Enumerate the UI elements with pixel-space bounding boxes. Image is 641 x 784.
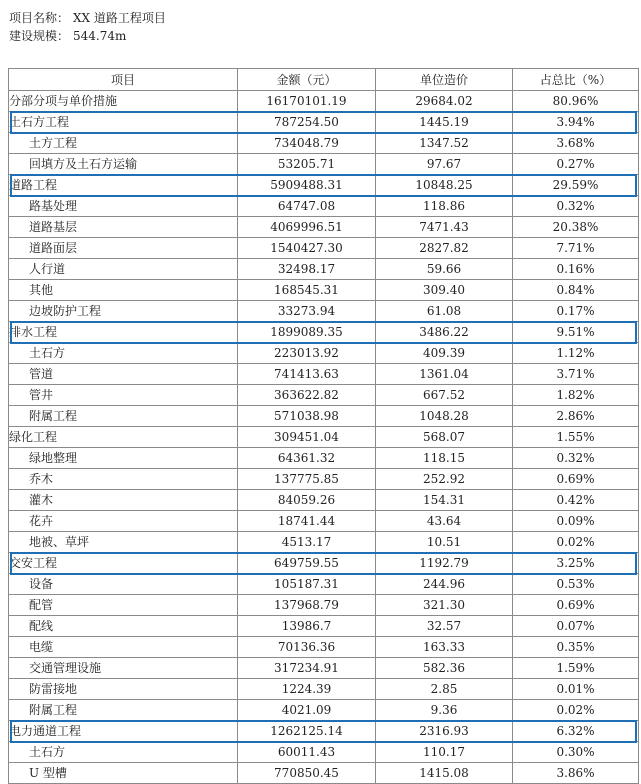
table-row [9,364,639,385]
table-row [9,532,639,553]
cell-amount: 33273.94 [238,301,376,322]
cell-unit-cost: 1445.19 [376,112,513,133]
cell-unit-cost: 409.39 [376,343,513,364]
cell-amount: 649759.55 [238,553,376,574]
cell-amount: 64361.32 [238,448,376,469]
table-row [9,175,639,196]
cell-amount: 137968.79 [238,595,376,616]
cell-unit-cost: 2.85 [376,679,513,700]
cell-unit-cost: 110.17 [376,742,513,763]
cell-item-name: 乔木 [9,469,238,490]
cell-amount: 317234.91 [238,658,376,679]
cell-unit-cost: 59.66 [376,259,513,280]
cell-percent: 0.30% [513,742,639,763]
cell-amount: 105187.31 [238,574,376,595]
table-row [9,133,639,154]
table-row [9,448,639,469]
cell-item-name: 配线 [9,616,238,637]
cell-amount: 787254.50 [238,112,376,133]
cell-unit-cost: 568.07 [376,427,513,448]
cell-amount: 770850.45 [238,763,376,784]
cell-percent: 3.25% [513,553,639,574]
project-name-line [9,10,166,26]
cell-percent: 0.53% [513,574,639,595]
table-row [9,595,639,616]
cell-amount: 1540427.30 [238,238,376,259]
cell-unit-cost: 244.96 [376,574,513,595]
cell-item-name: 土石方工程 [9,112,238,133]
cell-unit-cost: 1415.08 [376,763,513,784]
cell-unit-cost: 10.51 [376,532,513,553]
cell-item-name: 绿化工程 [9,427,238,448]
cell-amount: 741413.63 [238,364,376,385]
cell-amount: 223013.92 [238,343,376,364]
cell-amount: 60011.43 [238,742,376,763]
cell-unit-cost: 667.52 [376,385,513,406]
cell-percent: 6.32% [513,721,639,742]
table-row [9,490,639,511]
table-row [9,217,639,238]
cell-percent: 1.82% [513,385,639,406]
cell-percent: 0.32% [513,448,639,469]
cell-unit-cost: 1361.04 [376,364,513,385]
cell-amount: 168545.31 [238,280,376,301]
cell-amount: 16170101.19 [238,91,376,112]
cell-percent: 0.02% [513,700,639,721]
cell-percent: 0.09% [513,511,639,532]
table-row [9,427,639,448]
cell-unit-cost: 118.15 [376,448,513,469]
cell-amount: 734048.79 [238,133,376,154]
cell-unit-cost: 2316.93 [376,721,513,742]
table-row [9,154,639,175]
cell-amount: 5909488.31 [238,175,376,196]
header-amount: 金额（元） [238,69,376,91]
cell-percent: 0.84% [513,280,639,301]
header-percent: 占总比（%） [513,69,639,91]
cell-item-name: 边坡防护工程 [9,301,238,322]
table-row [9,301,639,322]
cell-item-name: 回填方及土石方运输 [9,154,238,175]
cell-unit-cost: 163.33 [376,637,513,658]
cell-item-name: 土石方 [9,343,238,364]
cell-item-name: 配管 [9,595,238,616]
cell-percent: 3.68% [513,133,639,154]
cell-amount: 309451.04 [238,427,376,448]
cell-unit-cost: 7471.43 [376,217,513,238]
cell-unit-cost: 32.57 [376,616,513,637]
cell-percent: 3.86% [513,763,639,784]
cell-amount: 4513.17 [238,532,376,553]
cell-item-name: 花卉 [9,511,238,532]
cell-item-name: 道路基层 [9,217,238,238]
cell-item-name: 人行道 [9,259,238,280]
cell-item-name: 地被、草坪 [9,532,238,553]
table-row [9,238,639,259]
table-header-row [9,69,639,91]
table-row [9,574,639,595]
table-row [9,196,639,217]
cell-unit-cost: 3486.22 [376,322,513,343]
cell-percent: 9.51% [513,322,639,343]
cell-percent: 0.07% [513,616,639,637]
cell-amount: 1262125.14 [238,721,376,742]
cell-percent: 1.55% [513,427,639,448]
cell-amount: 32498.17 [238,259,376,280]
cell-unit-cost: 1192.79 [376,553,513,574]
cell-item-name: U 型槽 [9,763,238,784]
table-row [9,742,639,763]
cell-percent: 0.35% [513,637,639,658]
cell-unit-cost: 309.40 [376,280,513,301]
cell-item-name: 交安工程 [9,553,238,574]
table-row [9,637,639,658]
cell-item-name: 其他 [9,280,238,301]
cell-amount: 53205.71 [238,154,376,175]
table-row [9,322,639,343]
cell-amount: 64747.08 [238,196,376,217]
project-scale-line [9,28,126,44]
cell-percent: 1.12% [513,343,639,364]
cell-item-name: 交通管理设施 [9,658,238,679]
project-name-value: XX 道路工程项目 [73,11,166,25]
table-row [9,91,639,112]
cell-unit-cost: 1347.52 [376,133,513,154]
cell-unit-cost: 321.30 [376,595,513,616]
project-name-label: 项目名称： [9,11,70,25]
table-row [9,511,639,532]
table-row [9,280,639,301]
cell-amount: 137775.85 [238,469,376,490]
cell-item-name: 附属工程 [9,700,238,721]
cell-percent: 1.59% [513,658,639,679]
cell-unit-cost: 97.67 [376,154,513,175]
cell-amount: 13986.7 [238,616,376,637]
cell-percent: 0.27% [513,154,639,175]
cell-unit-cost: 29684.02 [376,91,513,112]
cell-unit-cost: 10848.25 [376,175,513,196]
cell-percent: 0.16% [513,259,639,280]
cell-percent: 20.38% [513,217,639,238]
cell-amount: 1224.39 [238,679,376,700]
cell-percent: 0.69% [513,595,639,616]
table-row [9,679,639,700]
cell-item-name: 设备 [9,574,238,595]
cell-item-name: 管道 [9,364,238,385]
cell-item-name: 道路工程 [9,175,238,196]
cell-percent: 3.94% [513,112,639,133]
cell-unit-cost: 1048.28 [376,406,513,427]
cell-item-name: 管井 [9,385,238,406]
cell-percent: 0.02% [513,532,639,553]
cell-item-name: 附属工程 [9,406,238,427]
cell-item-name: 排水工程 [9,322,238,343]
cell-unit-cost: 252.92 [376,469,513,490]
table-row [9,553,639,574]
cell-item-name: 灌木 [9,490,238,511]
table-body [9,91,639,784]
cell-item-name: 土方工程 [9,133,238,154]
cell-unit-cost: 9.36 [376,700,513,721]
table-row [9,658,639,679]
cell-unit-cost: 2827.82 [376,238,513,259]
cell-item-name: 绿地整理 [9,448,238,469]
table-row [9,385,639,406]
table-row [9,112,639,133]
cell-item-name: 道路面层 [9,238,238,259]
cell-unit-cost: 154.31 [376,490,513,511]
table-row [9,343,639,364]
cell-unit-cost: 61.08 [376,301,513,322]
table-row [9,763,639,784]
table-row [9,700,639,721]
project-scale-value: 544.74m [73,29,127,43]
header-unit-cost: 单位造价 [376,69,513,91]
cell-percent: 0.32% [513,196,639,217]
cell-item-name: 防雷接地 [9,679,238,700]
cell-item-name: 分部分项与单价措施 [9,91,238,112]
cell-unit-cost: 43.64 [376,511,513,532]
cell-item-name: 电力通道工程 [9,721,238,742]
cell-amount: 363622.82 [238,385,376,406]
cell-unit-cost: 582.36 [376,658,513,679]
cell-percent: 2.86% [513,406,639,427]
project-scale-label: 建设规模： [9,29,70,43]
cell-amount: 18741.44 [238,511,376,532]
cell-unit-cost: 118.86 [376,196,513,217]
table-row [9,406,639,427]
cell-percent: 0.42% [513,490,639,511]
table-row [9,259,639,280]
cell-percent: 0.01% [513,679,639,700]
cell-percent: 0.17% [513,301,639,322]
cost-breakdown-table [8,68,639,784]
cell-percent: 80.96% [513,91,639,112]
table-row [9,616,639,637]
cell-amount: 4021.09 [238,700,376,721]
cell-amount: 70136.36 [238,637,376,658]
cell-percent: 7.71% [513,238,639,259]
cell-amount: 571038.98 [238,406,376,427]
table-row [9,721,639,742]
cell-percent: 0.69% [513,469,639,490]
table-row [9,469,639,490]
cell-item-name: 路基处理 [9,196,238,217]
cell-amount: 1899089.35 [238,322,376,343]
cell-item-name: 电缆 [9,637,238,658]
cell-amount: 84059.26 [238,490,376,511]
cell-amount: 4069996.51 [238,217,376,238]
cell-item-name: 土石方 [9,742,238,763]
header-item: 项目 [9,69,238,91]
cell-percent: 3.71% [513,364,639,385]
cell-percent: 29.59% [513,175,639,196]
